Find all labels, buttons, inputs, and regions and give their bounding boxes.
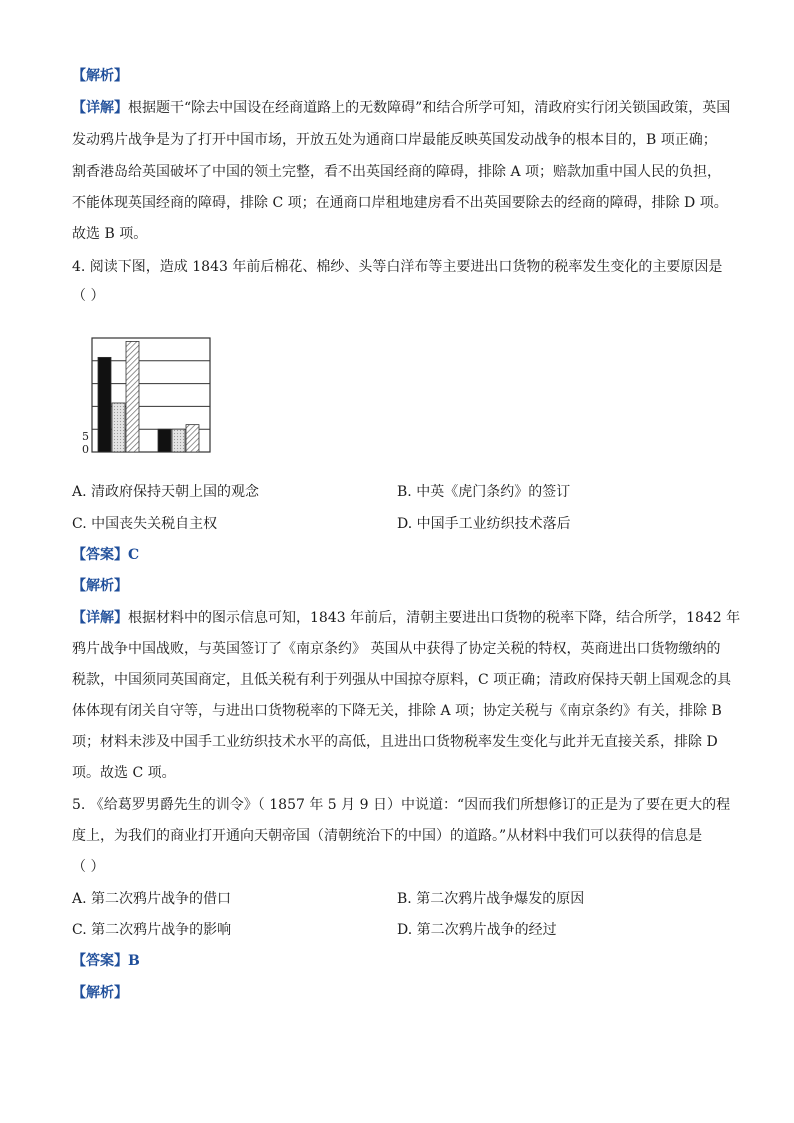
q4-option-a: A. 清政府保持天朝上国的观念	[72, 484, 260, 500]
q4-answer: 【答案】C	[72, 547, 140, 563]
detail-line: 发动鸦片战争是为了打开中国市场，开放五处为通商口岸最能反映英国发动战争的根本目的，B 项正确；	[72, 132, 717, 148]
chart-bar	[112, 403, 125, 452]
detail-line: 项；材料未涉及中国手工业纺织技术水平的高低，且进出口货物税率发生变化与此并无直接关系，排除 D	[72, 734, 718, 750]
y-tick-label: 5	[82, 430, 89, 443]
question-5-stem: 度上，为我们的商业打开通向天朝帝国（清朝统治下的中国）的道路。”从材料中我们可以获得的信息是	[72, 828, 703, 844]
detail-tag: 【详解】	[72, 100, 128, 116]
q5-analysis-header: 【解析】	[72, 985, 128, 1001]
question-4-paren: （ ）	[72, 288, 105, 304]
detail-line: 割香港岛给英国破坏了中国的领土完整，看不出英国经商的障碍，排除 A 项；赔款加重中国人民的负担，	[72, 164, 722, 180]
detail-line: 【详解】根据材料中的图示信息可知，1843 年前后，清朝主要进出口货物的税率下降，结合所学，1842 年	[72, 610, 741, 626]
detail-line: 故选 B 项。	[72, 226, 148, 242]
question-4-stem: 4. 阅读下图，造成 1843 年前后棉花、棉纱、头等白洋布等主要进出口货物的税率发生变化的主要原因是	[72, 259, 723, 275]
q5-option-c: C. 第二次鸦片战争的影响	[72, 922, 232, 938]
q5-option-a: A. 第二次鸦片战争的借口	[72, 891, 232, 907]
y-tick-label: 0	[82, 443, 89, 456]
detail-line: 【详解】根据题干“除去中国设在经商道路上的无数障碍”和结合所学可知，清政府实行闭关锁国政策，英国	[72, 100, 731, 116]
chart-bar	[158, 429, 171, 452]
q5-option-d: D. 第二次鸦片战争的经过	[397, 922, 557, 938]
chart-bars	[98, 341, 199, 452]
chart-bar	[172, 429, 185, 452]
chart-bar	[186, 425, 199, 452]
tariff-bar-chart	[80, 330, 220, 460]
q5-option-b: B. 第二次鸦片战争爆发的原因	[397, 891, 585, 907]
q5-answer: 【答案】B	[72, 953, 140, 969]
q4-analysis-header: 【解析】	[72, 578, 128, 594]
q4-option-c: C. 中国丧失关税自主权	[72, 516, 218, 532]
analysis-header: 【解析】	[72, 68, 128, 84]
q4-option-b: B. 中英《虎门条约》的签订	[397, 484, 571, 500]
chart-bar	[126, 341, 139, 452]
detail-line: 税款，中国须同英国商定，且低关税有利于列强从中国掠夺原料，C 项正确；清政府保持天朝上国观念的具	[72, 672, 732, 688]
detail-line: 项。故选 C 项。	[72, 765, 176, 781]
q4-option-d: D. 中国手工业纺织技术落后	[397, 516, 571, 532]
question-5-paren: （ ）	[72, 859, 105, 875]
chart-bar	[98, 357, 111, 452]
detail-tag: 【详解】	[72, 610, 128, 626]
detail-line: 体体现有闭关自守等，与进出口货物税率的下降无关，排除 A 项；协定关税与《南京条约》有关，排除 B	[72, 703, 722, 719]
detail-line: 不能体现英国经商的障碍，排除 C 项；在通商口岸租地建房看不出英国要除去的经商的障碍，排除 D 项。	[72, 195, 728, 211]
chart-ticks	[82, 430, 89, 456]
question-5-stem: 5. 《给葛罗男爵先生的训令》（ 1857 年 5 月 9 日）中说道：“因而我们所想修订的正是为了要在更大的程	[72, 797, 731, 813]
detail-line: 鸦片战争中国战败，与英国签订了《南京条约》 英国从中获得了协定关税的特权，英商进出口货物缴纳的	[72, 641, 721, 657]
